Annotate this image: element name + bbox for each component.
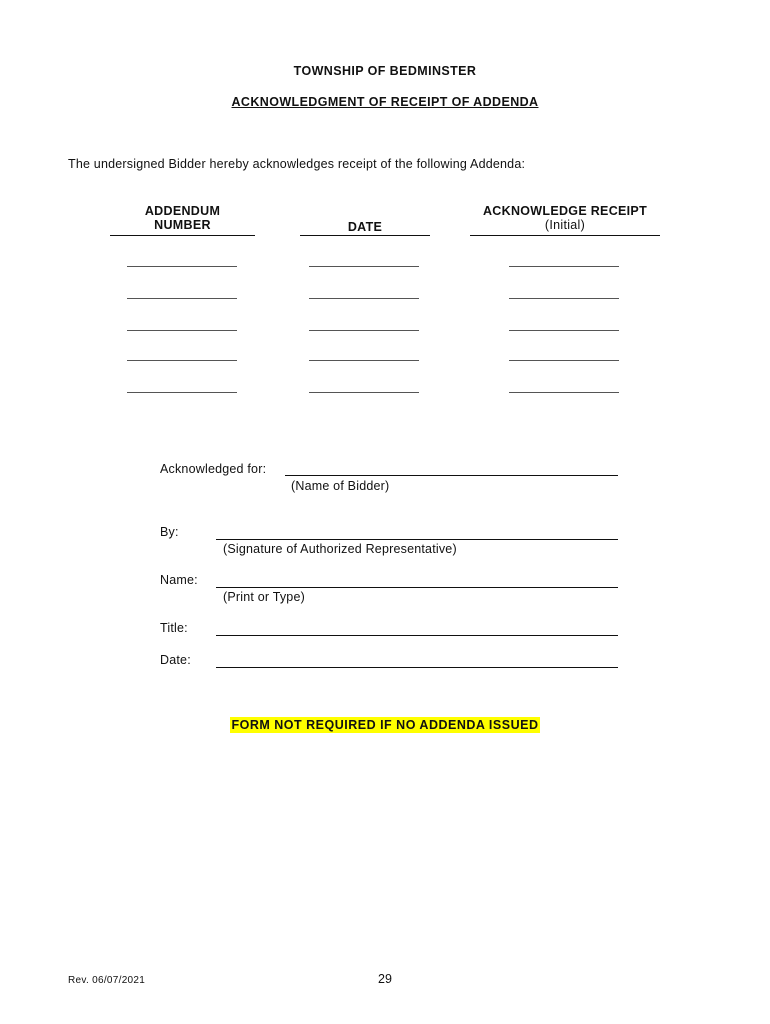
acknowledged-for-label: Acknowledged for: — [160, 462, 267, 476]
column-header-underline — [300, 235, 430, 236]
bidder-name-field[interactable] — [285, 475, 618, 476]
addendum-initial-blank[interactable] — [509, 330, 619, 331]
addendum-initial-blank[interactable] — [509, 266, 619, 267]
name-label: Name: — [160, 573, 198, 587]
column-header-acknowledge-line1: ACKNOWLEDGE RECEIPT — [482, 204, 648, 218]
bidder-name-hint: (Name of Bidder) — [291, 479, 390, 493]
name-hint: (Print or Type) — [223, 590, 305, 604]
column-header-date-label: DATE — [347, 220, 383, 234]
addendum-initial-blank[interactable] — [509, 298, 619, 299]
column-header-addendum-line1: ADDENDUM — [144, 204, 221, 218]
page-number: 29 — [378, 972, 392, 986]
addendum-number-blank[interactable] — [127, 360, 237, 361]
date-label: Date: — [160, 653, 191, 667]
notice-banner — [0, 716, 770, 734]
by-label: By: — [160, 525, 179, 539]
notice-text: FORM NOT REQUIRED IF NO ADDENDA ISSUED — [231, 718, 539, 732]
signature-field[interactable] — [216, 539, 618, 540]
signature-hint: (Signature of Authorized Representative) — [223, 542, 457, 556]
addendum-number-blank[interactable] — [127, 392, 237, 393]
document-subtitle-text: ACKNOWLEDGMENT OF RECEIPT OF ADDENDA — [231, 95, 539, 109]
addendum-number-blank[interactable] — [127, 330, 237, 331]
addendum-date-blank[interactable] — [309, 298, 419, 299]
document-title: TOWNSHIP OF BEDMINSTER — [293, 64, 477, 78]
addendum-number-blank[interactable] — [127, 266, 237, 267]
name-field[interactable] — [216, 587, 618, 588]
document-subtitle — [0, 95, 770, 109]
revision-label: Rev. 06/07/2021 — [68, 975, 146, 986]
addendum-initial-blank[interactable] — [509, 392, 619, 393]
column-header-underline — [470, 235, 660, 236]
title-field[interactable] — [216, 635, 618, 636]
column-header-addendum-line2: NUMBER — [154, 218, 211, 232]
addendum-date-blank[interactable] — [309, 330, 419, 331]
date-field[interactable] — [216, 667, 618, 668]
column-header-acknowledge-receipt — [470, 204, 660, 232]
addendum-date-blank[interactable] — [309, 360, 419, 361]
column-header-date — [300, 220, 430, 234]
addendum-number-blank[interactable] — [127, 298, 237, 299]
column-header-underline — [110, 235, 255, 236]
column-header-acknowledge-line2: (Initial) — [544, 218, 586, 232]
addendum-date-blank[interactable] — [309, 266, 419, 267]
intro-text: The undersigned Bidder hereby acknowledges receipt of the following Addenda: — [68, 157, 526, 171]
addendum-initial-blank[interactable] — [509, 360, 619, 361]
title-label: Title: — [160, 621, 188, 635]
addendum-date-blank[interactable] — [309, 392, 419, 393]
column-header-addendum-number — [110, 204, 255, 232]
